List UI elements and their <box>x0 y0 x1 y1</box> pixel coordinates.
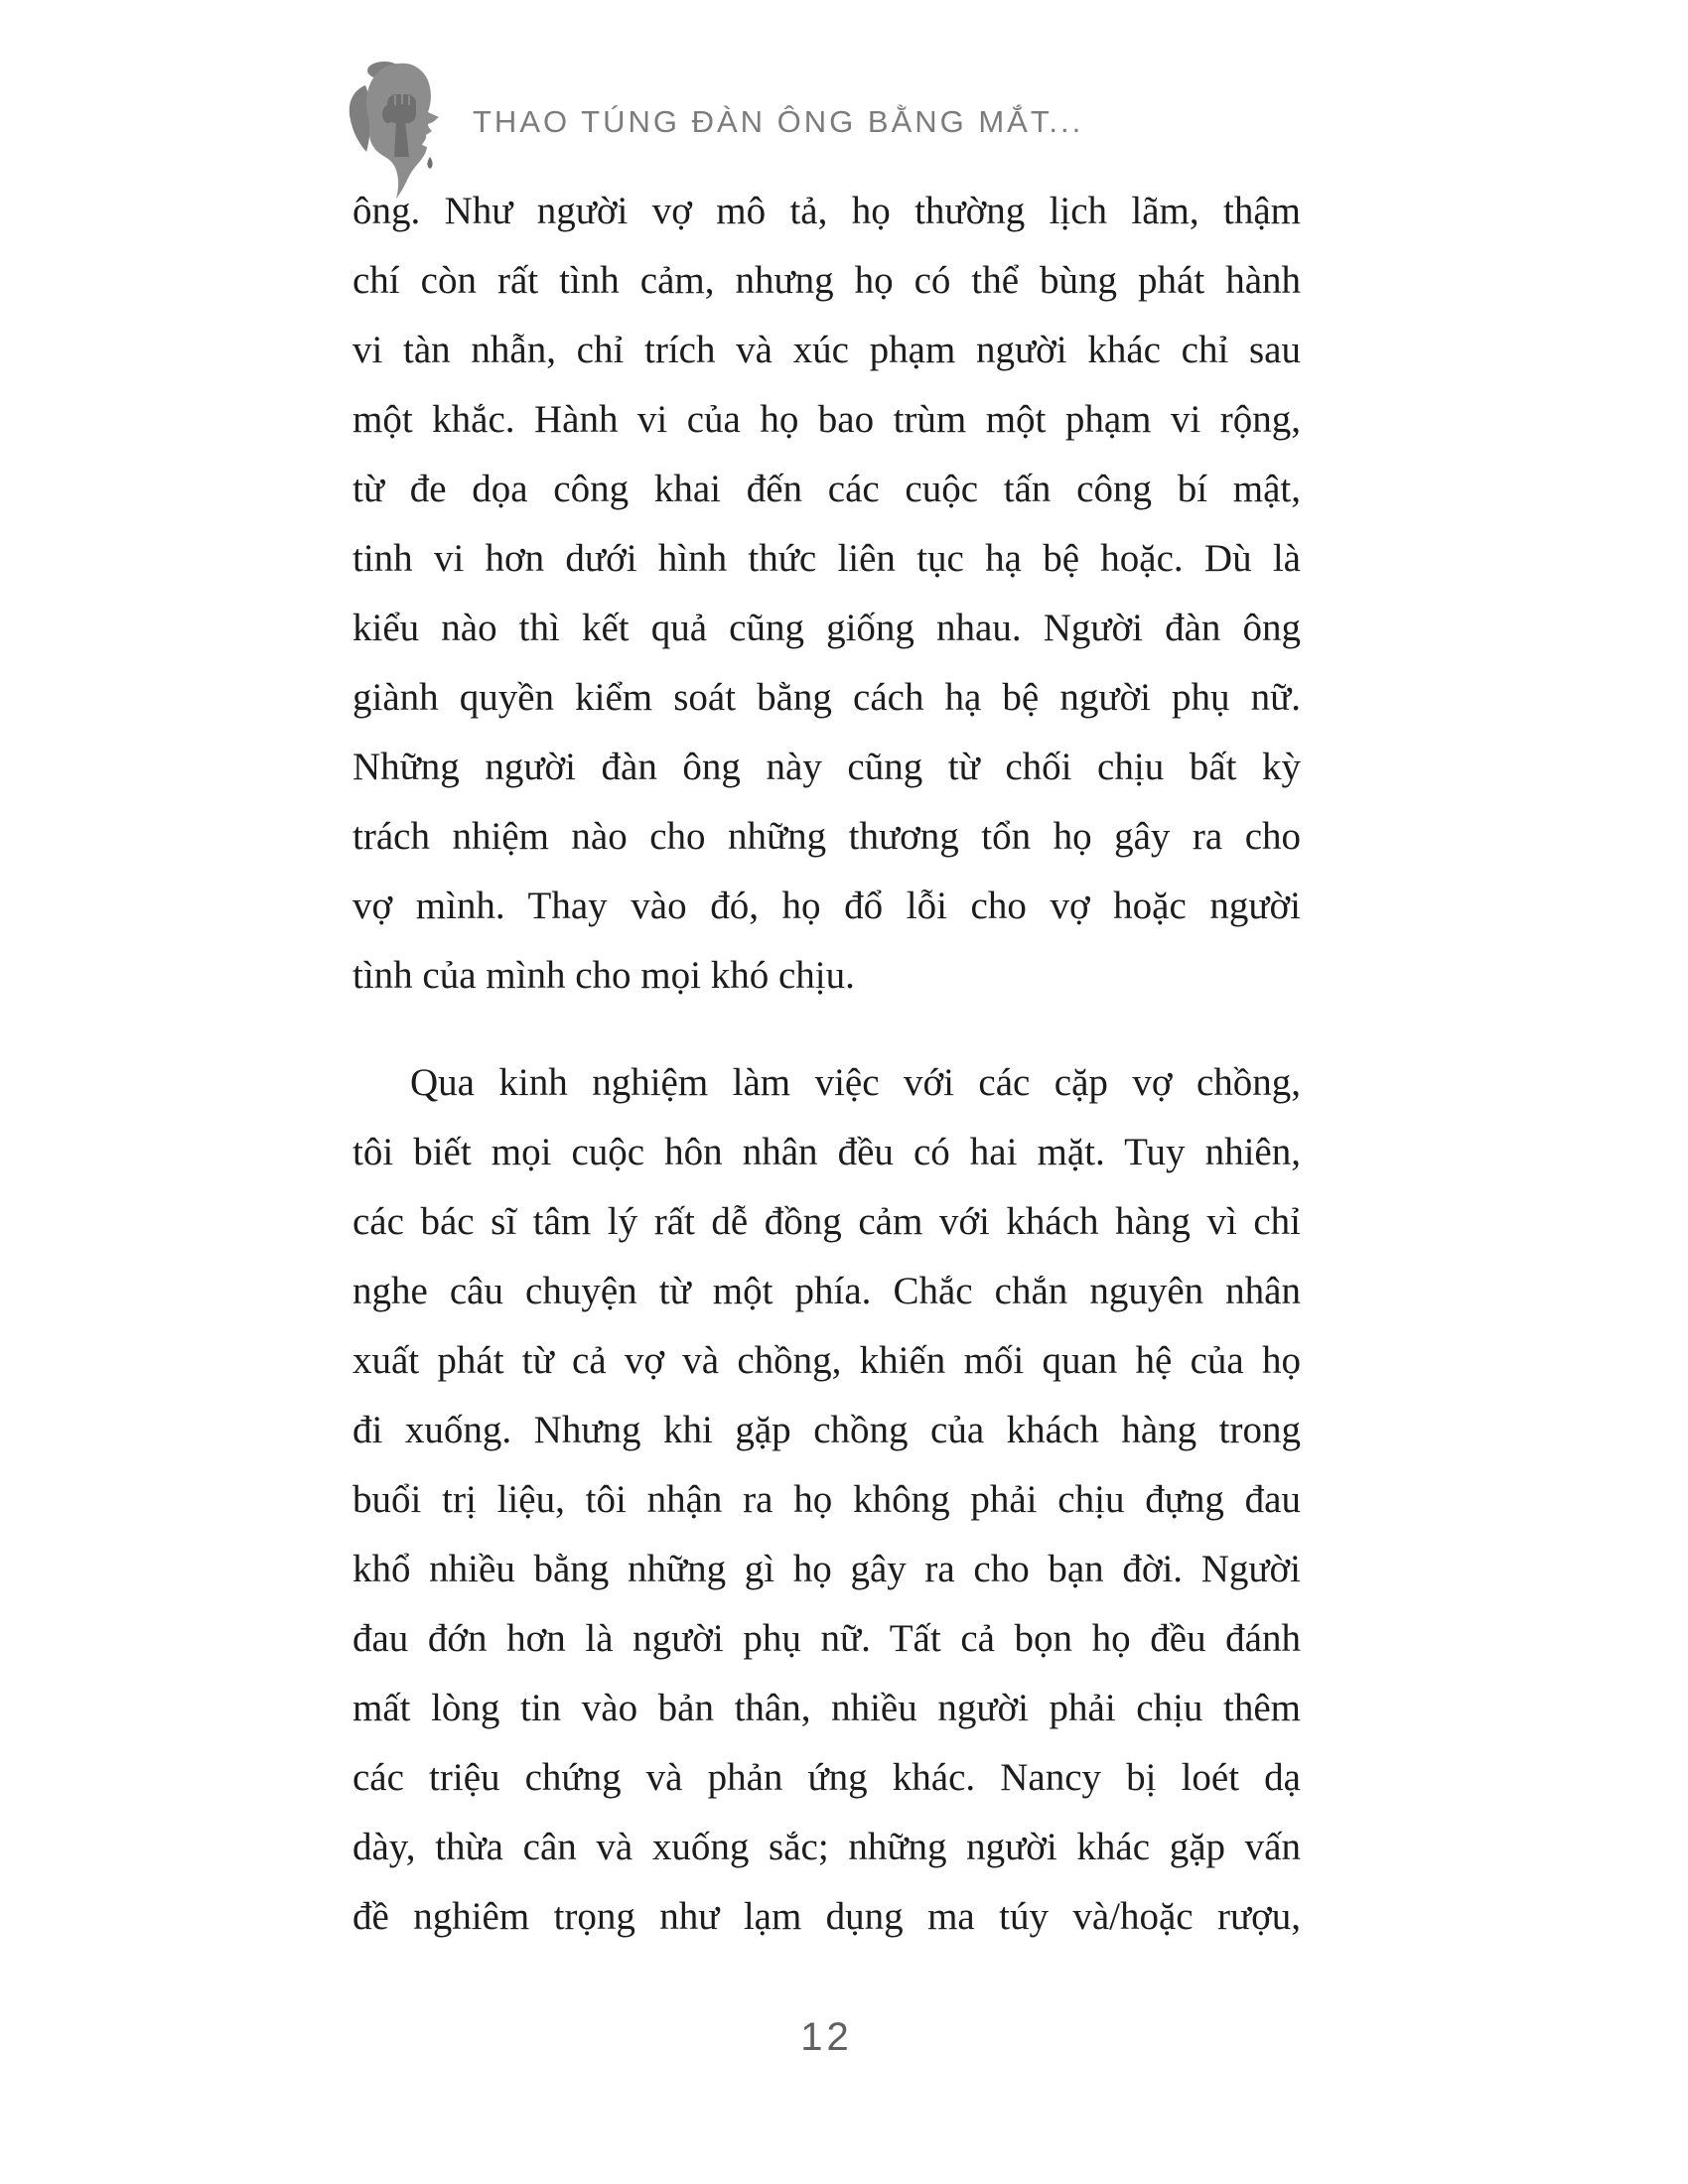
text-line: buổi trị liệu, tôi nhận ra họ không phải chịu đựng đau <box>352 1478 1301 1521</box>
text-line: tôi biết mọi cuộc hôn nhân đều có hai mặt. Tuy nhiên, <box>352 1131 1301 1173</box>
paragraph-1 <box>352 177 1301 1011</box>
text-line: xuất phát từ cả vợ và chồng, khiến mối quan hệ của họ <box>352 1339 1301 1382</box>
text-line: đề nghiêm trọng như lạm dụng ma túy và/hoặc rượu, <box>352 1895 1301 1938</box>
text-line: từ đe dọa công khai đến các cuộc tấn công bí mật, <box>352 468 1301 510</box>
text-line: vợ mình. Thay vào đó, họ đổ lỗi cho vợ hoặc người <box>352 885 1301 927</box>
text-line: đau đớn hơn là người phụ nữ. Tất cả bọn họ đều đánh <box>352 1617 1301 1660</box>
text-line: nghe câu chuyện từ một phía. Chắc chắn nguyên nhân <box>352 1270 1301 1312</box>
paragraph-2 <box>352 1048 1301 1952</box>
text-line: chí còn rất tình cảm, nhưng họ có thể bùng phát hành <box>352 259 1301 302</box>
text-line: trách nhiệm nào cho những thương tổn họ gây ra cho <box>352 815 1301 858</box>
text-line: các bác sĩ tâm lý rất dễ đồng cảm với khách hàng vì chỉ <box>352 1200 1301 1243</box>
page-header <box>344 56 1083 189</box>
text-line: đi xuống. Nhưng khi gặp chồng của khách hàng trong <box>352 1409 1301 1451</box>
text-line: các triệu chứng và phản ứng khác. Nancy bị loét dạ <box>352 1756 1301 1799</box>
body-text <box>352 177 1301 1952</box>
running-head-title: THAO TÚNG ĐÀN ÔNG BẰNG MẮT... <box>473 104 1084 139</box>
text-line: ông. Như người vợ mô tả, họ thường lịch lãm, thậm <box>352 190 1301 232</box>
page-footer <box>352 2015 1301 2060</box>
text-line: giành quyền kiểm soát bằng cách hạ bệ người phụ nữ. <box>352 676 1301 719</box>
text-line: kiểu nào thì kết quả cũng giống nhau. Người đàn ông <box>352 607 1301 649</box>
text-line: khổ nhiều bằng những gì họ gây ra cho bạn đời. Người <box>352 1548 1301 1590</box>
text-line: Qua kinh nghiệm làm việc với các cặp vợ chồng, <box>410 1061 1301 1104</box>
text-line: tinh vi hơn dưới hình thức liên tục hạ bệ hoặc. Dù là <box>352 537 1301 580</box>
text-line: tình của mình cho mọi khó chịu. <box>352 954 855 997</box>
text-line: Những người đàn ông này cũng từ chối chịu bất kỳ <box>352 746 1301 788</box>
text-line: vi tàn nhẫn, chỉ trích và xúc phạm người khác chỉ sau <box>352 329 1301 371</box>
text-line: mất lòng tin vào bản thân, nhiều người phải chịu thêm <box>352 1687 1301 1729</box>
text-line: một khắc. Hành vi của họ bao trùm một phạm vi rộng, <box>352 398 1301 441</box>
text-line: dày, thừa cân và xuống sắc; những người khác gặp vấn <box>352 1826 1301 1868</box>
page-number: 12 <box>800 2015 853 2059</box>
